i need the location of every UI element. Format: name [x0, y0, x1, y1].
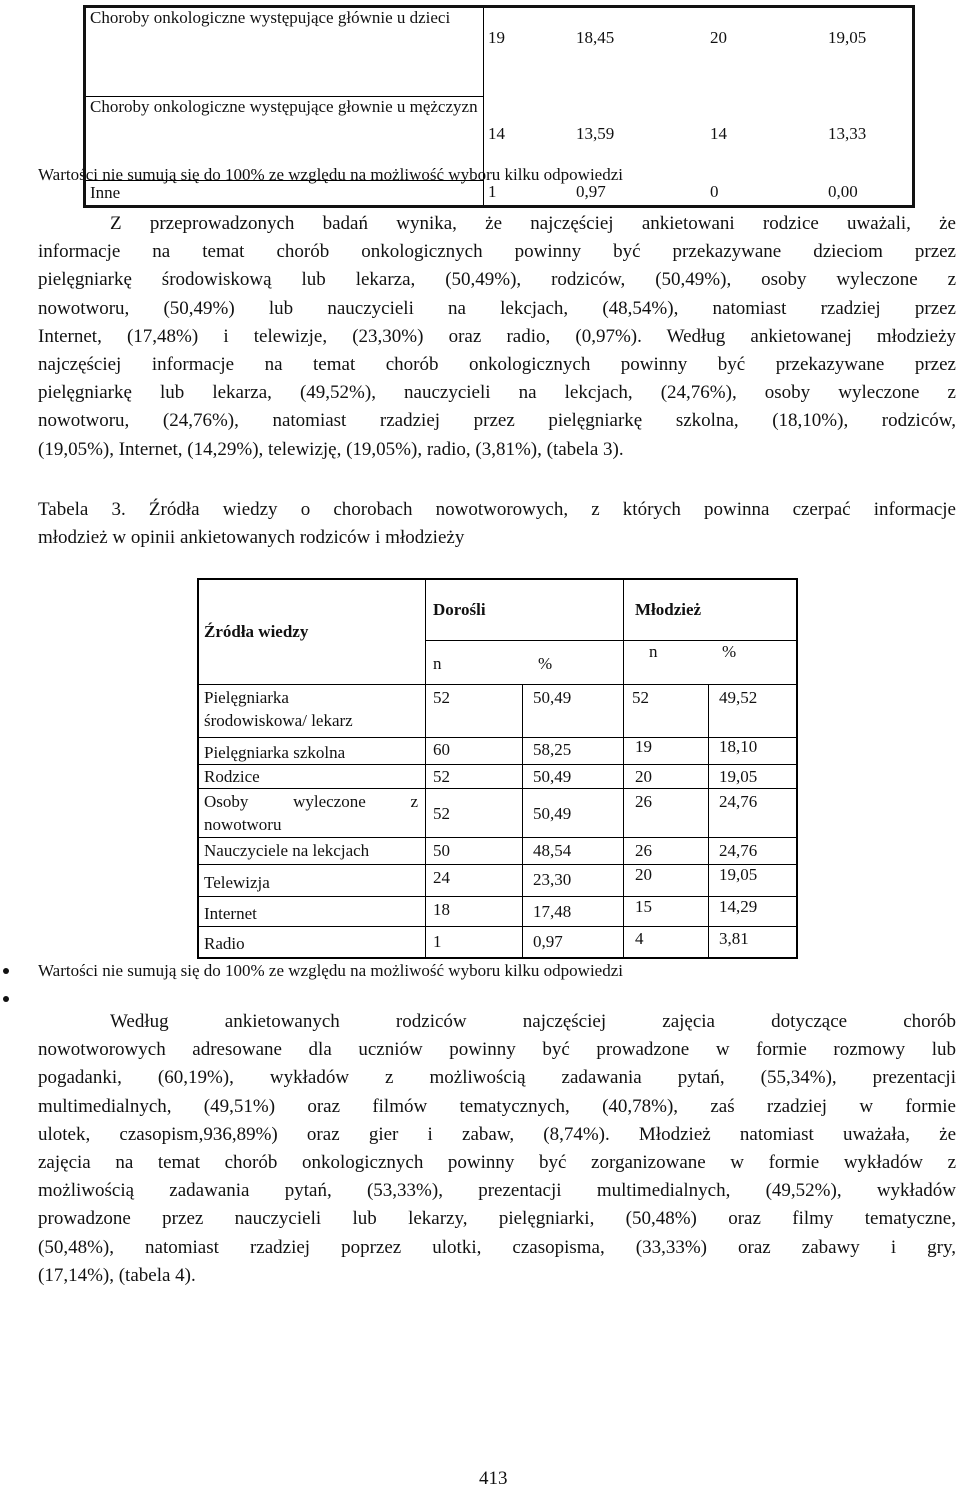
table-divider [197, 684, 798, 685]
bullet-icon [3, 968, 9, 974]
row-label: Radio [204, 934, 245, 953]
cell-value: 52 [632, 688, 649, 707]
header-pct: % [722, 642, 737, 661]
cell-value: 24,76 [719, 841, 758, 860]
header-pct: % [538, 654, 553, 673]
paragraph-line: ulotek, czasopism,936,89%) oraz gier i zabaw, (8,74%). Młodzież natomiast uważała, że [38, 1123, 956, 1145]
row-label: Nauczyciele na lekcjach [204, 841, 370, 860]
cell-value: 18,10 [719, 737, 758, 756]
paragraph-line: zajęcia na temat chorób onkologicznych powinny być zorganizowane w formie wykładów z [38, 1152, 956, 1174]
paragraph-line: informacje na temat chorób onkologicznych powinny być przekazywane dzieciom przez [38, 241, 956, 263]
cell-value: 4 [635, 929, 644, 948]
cell-value: 23,30 [533, 870, 572, 889]
cell-value: 60 [433, 740, 450, 759]
table-divider [425, 578, 426, 957]
table-row [85, 7, 914, 97]
table-caption [38, 496, 956, 552]
paragraph-line: pogadanki, (60,19%), wykładów z możliwością zadawania pytań, (55,34%), prezentacji [38, 1067, 956, 1089]
cell-value: 58,25 [533, 740, 572, 759]
paragraph-line: prowadzone przez nauczycieli lub lekarzy, pielęgniarki, (50,48%) oraz filmy tematyczne, [38, 1208, 956, 1230]
table-3 [197, 578, 798, 959]
table-divider [197, 764, 798, 765]
paragraph-line: nowotworowych adresowane dla uczniów powinny być prowadzone w formie rozmowy lub [38, 1039, 956, 1061]
paragraph-line: możliwością zadawania pytań, (53,33%), prezentacji multimedialnych, (49,52%), wykładów [38, 1180, 956, 1202]
cell-value: 20 [710, 28, 727, 47]
table-note: Wartości nie sumują się do 100% ze względu na możliwość wyboru kilku odpowiedzi [38, 165, 623, 184]
paragraph-line: najczęściej informacje na temat chorób onkologicznych powinny być przekazywane przez [38, 354, 956, 376]
cell-value: 0,00 [828, 182, 858, 201]
header-n: n [433, 654, 442, 673]
table-divider [522, 684, 523, 957]
paragraph-line: Z przeprowadzonych badań wynika, że najczęściej ankietowani rodzice uważali, że [110, 213, 956, 234]
caption-line: Tabela 3. Źródła wiedzy o chorobach nowotworowych, z których powinna czerpać informacje [38, 499, 956, 520]
cell-value: 52 [433, 804, 450, 823]
row-label: Rodzice [204, 767, 260, 786]
cell-value: 18,45 [576, 28, 615, 47]
cell-value: 19 [488, 28, 505, 47]
cell-value: 50,49 [533, 688, 572, 707]
header-n: n [649, 642, 658, 661]
table-divider [197, 788, 798, 789]
paragraph-line: nowotworu, (24,76%), natomiast rzadziej przez pielęgniarkę szkolna, (18,10%), rodziców, [38, 410, 956, 432]
cell-value: 50,49 [533, 767, 572, 786]
paragraph-line: Według ankietowanych rodziców najczęściej zajęcia dotyczące chorób [110, 1011, 956, 1032]
cell-value: 50,49 [533, 804, 572, 823]
paragraph-opinions [38, 1008, 956, 1290]
cell-value: 50 [433, 841, 450, 860]
paragraph-line: pielęgniarkę środowiskową lub lekarza, (50,49%), rodziców, (50,49%), osoby wyleczone z [38, 269, 956, 291]
table-divider [623, 578, 624, 957]
row-label: Pielęgniarka szkolna [204, 743, 346, 762]
caption-line: młodzież w opinii ankietowanych rodziców i młodzieży [38, 527, 465, 548]
cell-value: 3,81 [719, 929, 749, 948]
header-sources: Źródła wiedzy [204, 622, 309, 641]
cell-value: 1 [488, 182, 497, 201]
row-label: Choroby onkologiczne występujące głownie u mężczyzn [85, 96, 484, 180]
row-label: Inne [85, 180, 484, 206]
cell-value: 0,97 [533, 932, 563, 951]
row-label: Telewizja [204, 873, 270, 892]
header-adults: Dorośli [433, 600, 486, 619]
cell-value: 52 [433, 767, 450, 786]
cell-value: 14 [710, 124, 727, 143]
row-label: Osoby wyleczone z [204, 792, 418, 811]
cell-value: 0,97 [576, 182, 606, 201]
cell-value: 13,33 [828, 124, 867, 143]
cell-value: 19,05 [828, 28, 867, 47]
row-label: nowotworu [204, 815, 282, 834]
table-divider [708, 684, 709, 957]
row-label: Choroby onkologiczne występujące głównie u dzieci [85, 7, 484, 97]
cell-value: 15 [635, 897, 652, 916]
cell-value: 19,05 [719, 865, 758, 884]
header-youth: Młodzież [635, 600, 702, 619]
cell-value: 14,29 [719, 897, 758, 916]
table-divider [425, 640, 798, 641]
paragraph-line: pielęgniarkę lub lekarza, (49,52%), nauczycieli na lekcjach, (24,76%), osoby wyleczone z [38, 382, 956, 404]
cell-value: 13,59 [576, 124, 615, 143]
cell-value: 52 [433, 688, 450, 707]
paragraph-line: nowotworu, (50,49%) lub nauczycieli na lekcjach, (48,54%), natomiast rzadziej przez [38, 297, 956, 319]
cell-value: 18 [433, 900, 450, 919]
cell-value: 48,54 [533, 841, 572, 860]
paragraph-line: Internet, (17,48%) i telewizje, (23,30%) oraz radio, (0,97%). Według ankietowanej młodzieży [38, 325, 956, 347]
paragraph-line: (17,14%), (tabela 4). [38, 1264, 196, 1286]
page-number: 413 [479, 1468, 508, 1489]
cell-value: 24 [433, 868, 450, 887]
cell-value: 17,48 [533, 902, 572, 921]
table-divider [197, 864, 798, 865]
cell-value: 1 [433, 932, 442, 951]
cell-value: 49,52 [719, 688, 758, 707]
table-divider [197, 896, 798, 897]
row-label: Internet [204, 904, 257, 923]
cell-value: 0 [710, 182, 719, 201]
paragraph-line: (19,05%), Internet, (14,29%), telewizję, (19,05%), radio, (3,81%), (tabela 3). [38, 438, 624, 460]
table-divider [197, 737, 798, 738]
table-divider [197, 926, 798, 927]
row-label: Pielęgniarka [204, 688, 289, 707]
cell-value: 20 [635, 767, 652, 786]
cell-value: 19,05 [719, 767, 758, 786]
cell-value: 20 [635, 865, 652, 884]
row-label: środowiskowa/ lekarz [204, 711, 353, 730]
cell-value: 19 [635, 737, 652, 756]
cell-value: 14 [488, 124, 505, 143]
paragraph-line: (50,48%), natomiast rzadziej poprzez ulotki, czasopisma, (33,33%) oraz zabawy i gry, [38, 1236, 956, 1258]
paragraph-results [38, 210, 956, 464]
cell-value: 26 [635, 792, 652, 811]
bullet-icon [3, 996, 9, 1002]
cell-value: 24,76 [719, 792, 758, 811]
table-note: Wartości nie sumują się do 100% ze względu na możliwość wyboru kilku odpowiedzi [38, 961, 623, 980]
paragraph-line: multimedialnych, (49,51%) oraz filmów tematycznych, (40,78%), zaś rzadziej w formie [38, 1095, 956, 1117]
cell-value: 26 [635, 841, 652, 860]
table-divider [197, 837, 798, 838]
